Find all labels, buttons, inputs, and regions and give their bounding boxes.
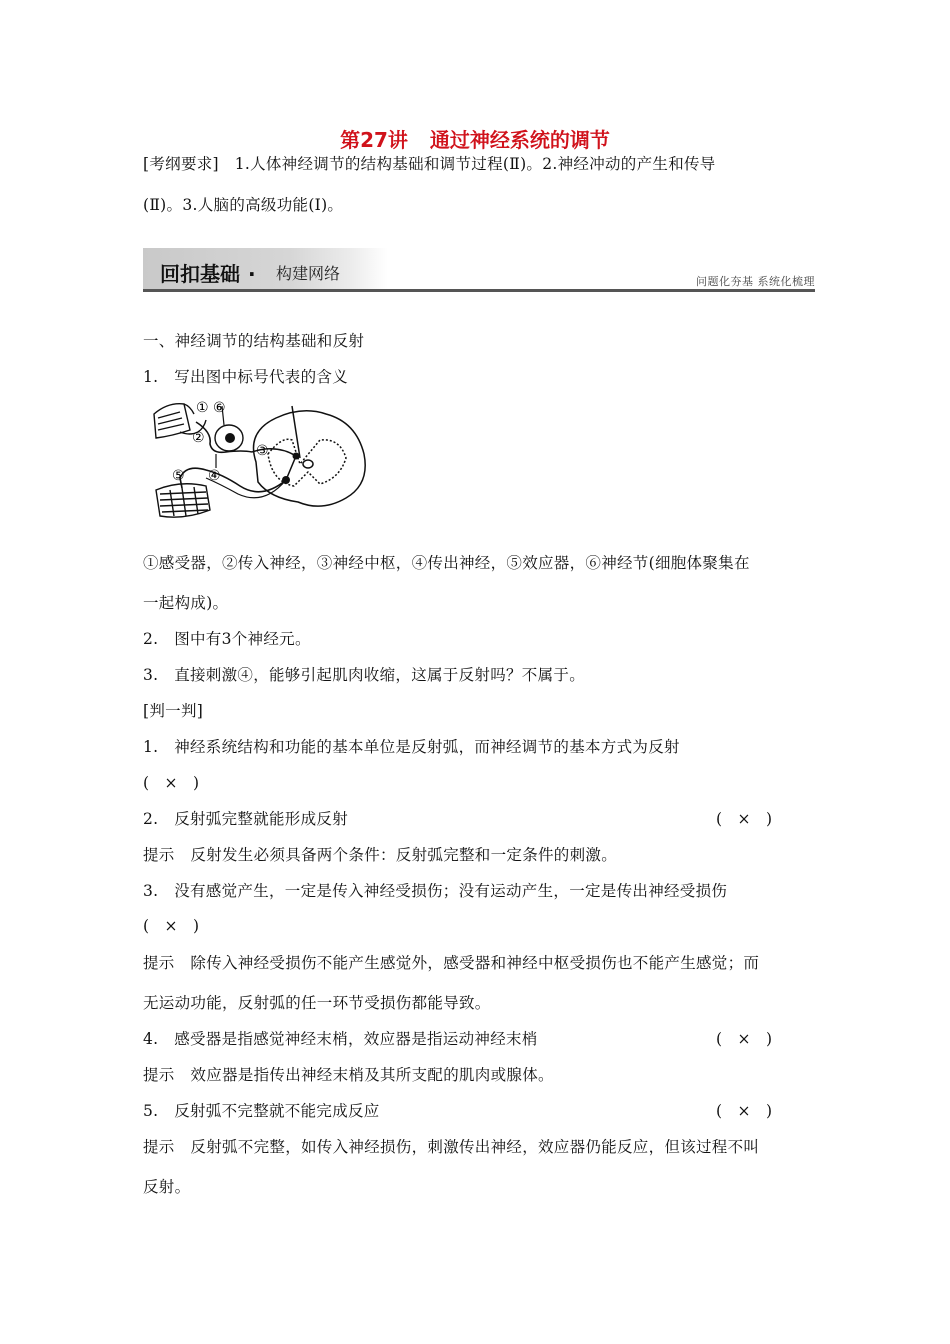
- section-heading: 一、神经调节的结构基础和反射: [143, 332, 365, 350]
- label-2: ②: [192, 430, 205, 446]
- page-title: [0, 124, 950, 153]
- label-1: ①: [196, 400, 209, 416]
- judge-item-5-mark: ( × ): [716, 1102, 773, 1120]
- requirements-line-1: [考纲要求] 1.人体神经调节的结构基础和调节过程(Ⅱ)。2.神经冲动的产生和传导: [143, 155, 716, 173]
- banner-subtitle: 构建网络: [276, 264, 341, 283]
- judge-item-3-mark: ( × ): [143, 917, 200, 935]
- requirements-line-2: (Ⅱ)。3.人脑的高级功能(Ⅰ)。: [143, 196, 344, 214]
- answer-1-line-1: ①感受器，②传入神经，③神经中枢，④传出神经，⑤效应器，⑥神经节(细胞体聚集在: [143, 554, 750, 572]
- banner-title: 回扣基础 ·: [160, 262, 256, 286]
- lecture-title: 通过神经系统的调节: [429, 128, 610, 152]
- judge-item-4-mark: ( × ): [716, 1030, 773, 1048]
- label-4: ④: [208, 468, 221, 484]
- banner-dot: ·: [248, 262, 256, 286]
- label-6: ⑥: [213, 400, 226, 416]
- ganglion-cell: [225, 433, 235, 443]
- judge-item-5-tip-line-2: 反射。: [143, 1178, 191, 1196]
- judge-item-2-tip: 提示 反射发生必须具备两个条件：反射弧完整和一定条件的刺激。: [143, 846, 618, 864]
- question-3: 3. 直接刺激④，能够引起肌肉收缩，这属于反射吗？不属于。: [143, 666, 585, 684]
- judge-heading: [判一判]: [143, 702, 204, 720]
- answer-1-line-2: 一起构成)。: [143, 594, 229, 612]
- judge-item-1: 1. 神经系统结构和功能的基本单位是反射弧，而神经调节的基本方式为反射: [143, 738, 680, 756]
- lecture-number: 第27讲: [340, 128, 408, 152]
- judge-item-4-tip: 提示 效应器是指传出神经末梢及其所支配的肌肉或腺体。: [143, 1066, 554, 1084]
- judge-item-3: 3. 没有感觉产生，一定是传入神经受损伤；没有运动产生，一定是传出神经受损伤: [143, 882, 728, 900]
- judge-item-5-tip-line-1: 提示 反射弧不完整，如传入神经损伤，刺激传出神经，效应器仍能反应，但该过程不叫: [143, 1138, 760, 1156]
- judge-item-1-mark: ( × ): [143, 774, 200, 792]
- label-5: ⑤: [172, 468, 185, 484]
- reflex-arc-diagram: [150, 392, 375, 522]
- judge-item-5: 5. 反射弧不完整就不能完成反应: [143, 1102, 380, 1120]
- judge-item-2-mark: ( × ): [716, 810, 773, 828]
- judge-item-2: 2. 反射弧完整就能形成反射: [143, 810, 348, 828]
- banner-tagline: 问题化夯基 系统化梳理: [696, 275, 815, 288]
- spinal-cord-figure: [254, 406, 366, 506]
- question-1: 1. 写出图中标号代表的含义: [143, 368, 348, 386]
- judge-item-3-tip-line-1: 提示 除传入神经受损伤不能产生感觉外，感受器和神经中枢受损伤也不能产生感觉；而: [143, 954, 760, 972]
- banner-underline: [143, 289, 815, 292]
- efferent-nerve-path: [180, 468, 286, 492]
- judge-item-3-tip-line-2: 无运动功能，反射弧的任一环节受损伤都能导致。: [143, 994, 491, 1012]
- judge-item-4: 4. 感受器是指感觉神经末梢，效应器是指运动神经末梢: [143, 1030, 538, 1048]
- muscle-figure: [156, 484, 210, 517]
- label-3: ③: [256, 443, 269, 459]
- question-2: 2. 图中有3个神经元。: [143, 630, 311, 648]
